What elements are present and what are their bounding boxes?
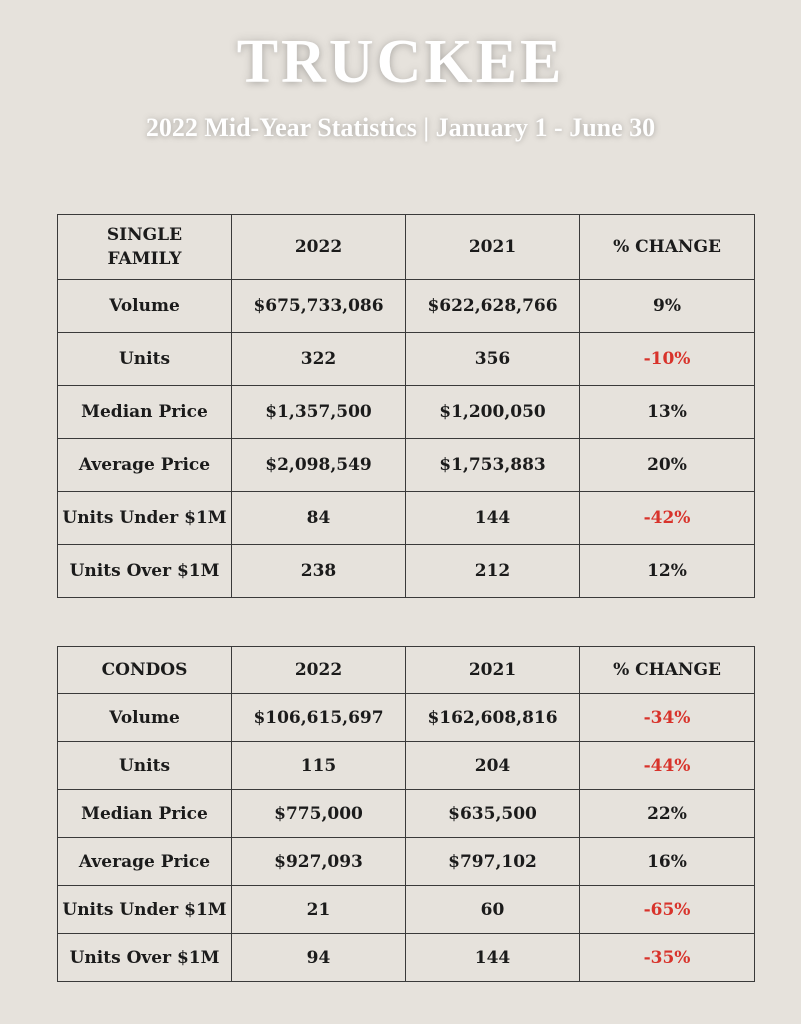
value-2021: $1,200,050: [406, 386, 580, 439]
value-2022: $775,000: [232, 790, 406, 838]
value-2021: 204: [406, 742, 580, 790]
value-2021: $635,500: [406, 790, 580, 838]
row-label: Average Price: [58, 439, 232, 492]
value-2021: 60: [406, 886, 580, 934]
table-row: [58, 934, 755, 982]
percent-change: -42%: [580, 492, 755, 545]
table-row: [58, 492, 755, 545]
value-2022: 94: [232, 934, 406, 982]
percent-change: 22%: [580, 790, 755, 838]
page-title: TRUCKEE: [236, 28, 565, 96]
page-subtitle: 2022 Mid-Year Statistics | January 1 - June 30: [145, 113, 656, 142]
percent-change: 12%: [580, 545, 755, 598]
row-label: Median Price: [58, 790, 232, 838]
value-2022: 322: [232, 333, 406, 386]
table-row: [58, 790, 755, 838]
table-row: [58, 886, 755, 934]
percent-change: 16%: [580, 838, 755, 886]
row-label: Units Under $1M: [58, 492, 232, 545]
value-2022: $1,357,500: [232, 386, 406, 439]
value-2021: 212: [406, 545, 580, 598]
table-row: [58, 545, 755, 598]
value-2021: 356: [406, 333, 580, 386]
percent-change: 9%: [580, 280, 755, 333]
value-2022: $675,733,086: [232, 280, 406, 333]
condos-table: [57, 646, 755, 982]
header-cell-2021: 2021: [406, 215, 580, 280]
percent-change: 13%: [580, 386, 755, 439]
header-cell-category: SINGLE FAMILY: [58, 215, 232, 280]
percent-change: -35%: [580, 934, 755, 982]
value-2021: $622,628,766: [406, 280, 580, 333]
table-row: [58, 386, 755, 439]
value-2022: $106,615,697: [232, 694, 406, 742]
value-2021: $797,102: [406, 838, 580, 886]
table-row: [58, 742, 755, 790]
value-2021: $1,753,883: [406, 439, 580, 492]
single-family-table: [57, 214, 755, 598]
table-row: [58, 439, 755, 492]
row-label: Units Over $1M: [58, 545, 232, 598]
table-header-row: [58, 647, 755, 694]
percent-change: -10%: [580, 333, 755, 386]
row-label: Units Under $1M: [58, 886, 232, 934]
value-2022: 84: [232, 492, 406, 545]
header-cell-category: CONDOS: [58, 647, 232, 694]
row-label: Volume: [58, 694, 232, 742]
row-label: Median Price: [58, 386, 232, 439]
value-2022: 238: [232, 545, 406, 598]
percent-change: -34%: [580, 694, 755, 742]
header-cell-2022: 2022: [232, 647, 406, 694]
header-cell-change: % CHANGE: [580, 215, 755, 280]
value-2021: $162,608,816: [406, 694, 580, 742]
row-label: Volume: [58, 280, 232, 333]
value-2021: 144: [406, 934, 580, 982]
table-header-row: [58, 215, 755, 280]
header-cell-2021: 2021: [406, 647, 580, 694]
percent-change: 20%: [580, 439, 755, 492]
value-2022: $927,093: [232, 838, 406, 886]
value-2022: 21: [232, 886, 406, 934]
value-2022: 115: [232, 742, 406, 790]
row-label: Units Over $1M: [58, 934, 232, 982]
percent-change: -65%: [580, 886, 755, 934]
header-cell-change: % CHANGE: [580, 647, 755, 694]
row-label: Units: [58, 333, 232, 386]
value-2021: 144: [406, 492, 580, 545]
row-label: Average Price: [58, 838, 232, 886]
header-cell-2022: 2022: [232, 215, 406, 280]
table-row: [58, 838, 755, 886]
row-label: Units: [58, 742, 232, 790]
table-row: [58, 280, 755, 333]
value-2022: $2,098,549: [232, 439, 406, 492]
table-row: [58, 333, 755, 386]
percent-change: -44%: [580, 742, 755, 790]
table-row: [58, 694, 755, 742]
